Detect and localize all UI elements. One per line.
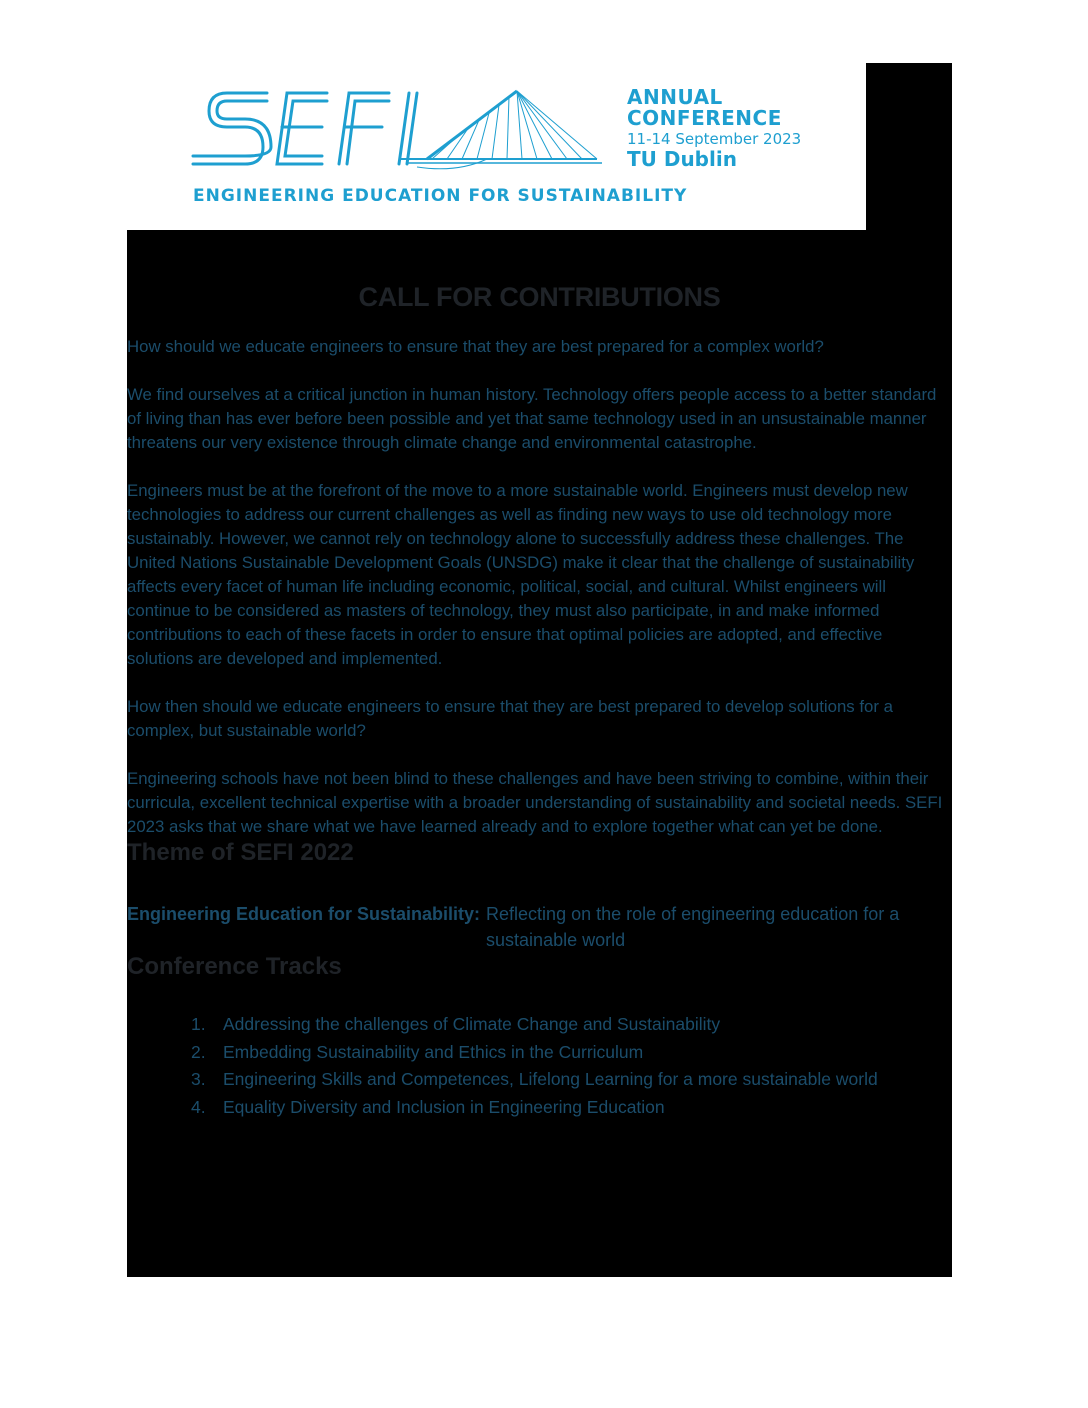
paragraph-question: How then should we educate engineers to ensure that they are best prepared to develop solutions for a complex, but sustainable world?	[127, 697, 893, 740]
paragraph-schools: Engineering schools have not been blind to these challenges and have been striving to combine, within their curricula, excellent technical expertise with a broader understanding of sustainability and societal needs. SEFI 2023 asks that we share what we have learned already and to explore together what can yet be done.	[127, 769, 943, 836]
conference-banner	[127, 63, 866, 230]
document-body	[127, 230, 952, 1121]
track-number: 1.	[191, 1014, 206, 1034]
list-item	[127, 1094, 952, 1122]
list-item	[127, 1011, 952, 1039]
track-number: 3.	[191, 1069, 206, 1089]
theme-heading: Theme of SEFI 2022	[127, 839, 354, 866]
track-text: Addressing the challenges of Climate Change and Sustainability	[223, 1014, 721, 1034]
track-number: 2.	[191, 1041, 206, 1062]
banner-conference: CONFERENCE	[627, 106, 782, 130]
paragraph-junction: We find ourselves at a critical junction in human history. Technology offers people access to a better standard of living than has ever before been possible and yet that same technology used in an unsustainable manner threatens our very existence through climate change and environmental catastrophe.	[127, 385, 937, 452]
banner-venue: TU Dublin	[627, 147, 737, 171]
track-number: 4.	[191, 1096, 206, 1117]
track-text: Embedding Sustainability and Ethics in the Curriculum	[223, 1041, 644, 1062]
track-text: Engineering Skills and Competences, Lifelong Learning for a more sustainable world	[223, 1069, 878, 1089]
banner-annual: ANNUAL	[627, 85, 723, 109]
banner-tagline: ENGINEERING EDUCATION FOR SUSTAINABILITY	[193, 186, 688, 206]
page-title: CALL FOR CONTRIBUTIONS	[358, 282, 721, 312]
list-item	[127, 1039, 952, 1067]
tracks-heading: Conference Tracks	[127, 953, 342, 980]
theme-statement	[127, 901, 952, 953]
intro-question: How should we educate engineers to ensure that they are best prepared for a complex world?	[127, 337, 824, 356]
track-text: Equality Diversity and Inclusion in Engineering Education	[223, 1096, 665, 1117]
list-item	[127, 1066, 952, 1094]
theme-label: Engineering Education for Sustainability:	[127, 904, 481, 924]
banner-dates: 11-14 September 2023	[627, 130, 802, 148]
theme-text: Reflecting on the role of engineering education for a sustainable world	[486, 904, 900, 950]
tracks-list	[127, 1011, 952, 1121]
paragraph-engineers: Engineers must be at the forefront of the move to a more sustainable world. Engineers must develop new technologies to address our current challenges as well as finding new ways to use old technology more sustainably. However, we cannot rely on technology alone to successfully address these challenges. The United Nations Sustainable Development Goals (UNSDG) make it clear that the challenge of sustainability affects every facet of human life including economic, political, social, and cultural. Whilst engineers will continue to be considered as masters of technology, they must also participate, in and make informed contributions to each of these facets in order to ensure that optimal policies are adopted, and effective solutions are developed and implemented.	[127, 481, 915, 668]
